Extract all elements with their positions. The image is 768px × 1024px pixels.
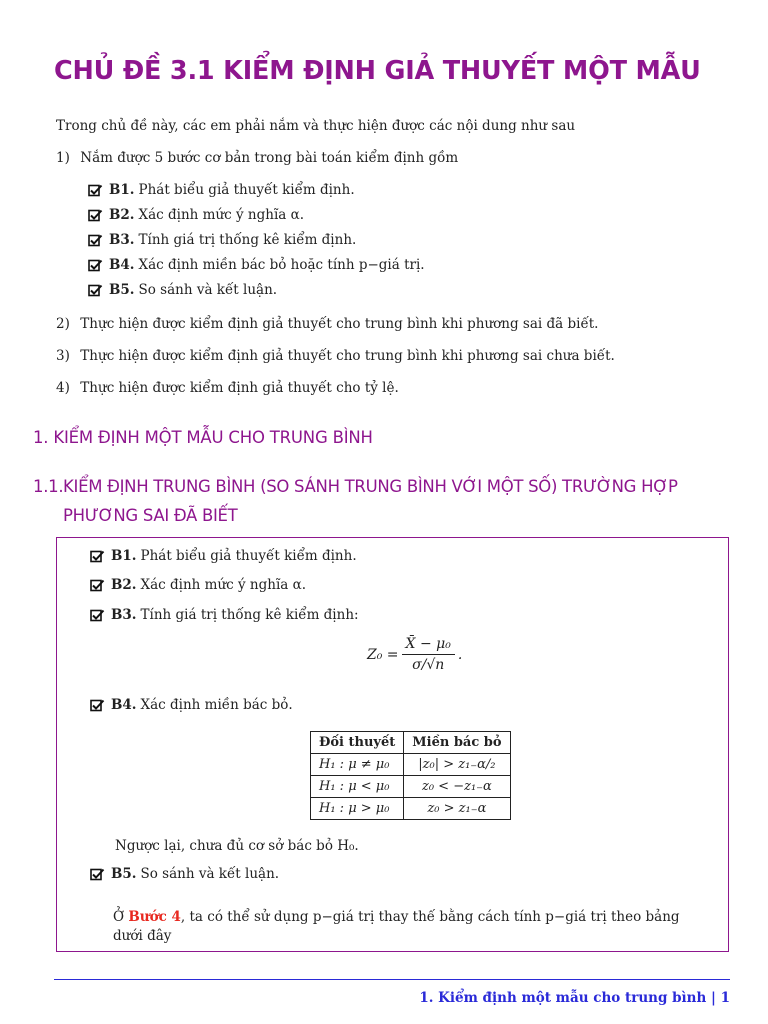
step-label: B5. bbox=[111, 866, 137, 882]
list-item bbox=[56, 150, 458, 166]
table-cell: H₁ : μ ≠ μ₀ bbox=[311, 754, 404, 776]
subsection-heading bbox=[33, 472, 748, 530]
checkbox-checked-icon bbox=[90, 609, 105, 622]
table-row bbox=[311, 776, 511, 798]
step-label: B4. bbox=[109, 257, 135, 273]
step-item bbox=[88, 207, 425, 232]
rejection-region-table bbox=[310, 731, 511, 820]
step-label: B1. bbox=[111, 548, 137, 564]
step-label: B4. bbox=[111, 697, 137, 713]
checkbox-checked-icon bbox=[90, 699, 105, 712]
step-label: B2. bbox=[109, 207, 135, 223]
step-text: Phát biểu giả thuyết kiểm định. bbox=[138, 182, 355, 198]
step-text: Xác định miền bác bỏ. bbox=[140, 697, 293, 713]
subsection-number: 1.1. bbox=[33, 477, 64, 496]
list-item-number: 2) bbox=[56, 316, 70, 332]
formula-fraction bbox=[402, 636, 455, 673]
step-item bbox=[88, 257, 425, 282]
checkbox-checked-icon bbox=[88, 259, 103, 272]
test-statistic-formula bbox=[367, 636, 462, 673]
list-item bbox=[56, 380, 399, 396]
table-header-row bbox=[311, 732, 511, 754]
list-item bbox=[56, 348, 615, 364]
page-footer: 1. Kiểm định một mẫu cho trung bình | 1 bbox=[419, 990, 730, 1006]
step-label: B2. bbox=[111, 577, 137, 593]
p-value-note bbox=[113, 908, 713, 946]
subsection-title-line1: KIỂM ĐỊNH TRUNG BÌNH (SO SÁNH TRUNG BÌNH VỚI MỘT SỐ) TRƯỜNG HỢP bbox=[63, 477, 678, 496]
section-heading bbox=[33, 428, 373, 447]
table-cell: |z₀| > z₁₋α/₂ bbox=[404, 754, 510, 776]
table-cell: H₁ : μ > μ₀ bbox=[311, 798, 404, 820]
list-item bbox=[56, 316, 598, 332]
step-item bbox=[90, 866, 279, 882]
step-text: So sánh và kết luận. bbox=[138, 282, 278, 298]
step-text: Tính giá trị thống kê kiểm định: bbox=[140, 607, 359, 623]
list-item-text: Thực hiện được kiểm định giả thuyết cho tỷ lệ. bbox=[80, 380, 399, 396]
page-title: CHỦ ĐỀ 3.1 KIỂM ĐỊNH GIẢ THUYẾT MỘT MẪU bbox=[54, 56, 701, 86]
subsection-title-line2: PHƯƠNG SAI ĐÃ BIẾT bbox=[63, 506, 238, 525]
else-text: Ngược lại, chưa đủ cơ sở bác bỏ H₀. bbox=[115, 838, 359, 854]
step-item bbox=[90, 697, 293, 713]
step-label: B1. bbox=[109, 182, 135, 198]
step-text: Xác định mức ý nghĩa α. bbox=[138, 207, 305, 223]
step-item bbox=[88, 182, 425, 207]
step-text: Tính giá trị thống kê kiểm định. bbox=[138, 232, 357, 248]
list-item-number: 1) bbox=[56, 150, 70, 166]
table-row bbox=[311, 754, 511, 776]
table-cell: z₀ > z₁₋α bbox=[404, 798, 510, 820]
formula-lhs: Z₀ = bbox=[367, 646, 399, 663]
table-header-cell: Miền bác bỏ bbox=[404, 732, 510, 754]
table-row bbox=[311, 798, 511, 820]
step-label: B3. bbox=[111, 607, 137, 623]
step-item bbox=[90, 577, 306, 593]
checkbox-checked-icon bbox=[90, 550, 105, 563]
step-item bbox=[88, 282, 425, 307]
list-item-number: 4) bbox=[56, 380, 70, 396]
step-4-link[interactable]: Bước 4 bbox=[128, 909, 181, 925]
step-text: Xác định miền bác bỏ hoặc tính p−giá trị. bbox=[138, 257, 425, 273]
step-text: Phát biểu giả thuyết kiểm định. bbox=[140, 548, 357, 564]
list-item-number: 3) bbox=[56, 348, 70, 364]
checkbox-checked-icon bbox=[90, 868, 105, 881]
table-cell: H₁ : μ < μ₀ bbox=[311, 776, 404, 798]
step-item bbox=[90, 548, 357, 564]
checkbox-checked-icon bbox=[88, 284, 103, 297]
checkbox-checked-icon bbox=[88, 234, 103, 247]
step-item bbox=[90, 607, 359, 623]
checkbox-checked-icon bbox=[90, 579, 105, 592]
step-item bbox=[88, 232, 425, 257]
note-prefix: Ở bbox=[113, 909, 129, 925]
step-label: B5. bbox=[109, 282, 135, 298]
list-item-text: Thực hiện được kiểm định giả thuyết cho trung bình khi phương sai chưa biết. bbox=[80, 348, 615, 364]
checkbox-checked-icon bbox=[88, 209, 103, 222]
procedure-box bbox=[56, 537, 729, 952]
step-text: Xác định mức ý nghĩa α. bbox=[140, 577, 307, 593]
section-number: 1. bbox=[33, 428, 49, 447]
step-label: B3. bbox=[109, 232, 135, 248]
steps-checklist bbox=[88, 182, 425, 307]
list-item-text: Nắm được 5 bước cơ bản trong bài toán kiểm định gồm bbox=[80, 150, 459, 166]
formula-denominator: σ/√n bbox=[412, 657, 445, 673]
step-text: So sánh và kết luận. bbox=[140, 866, 280, 882]
note-suffix: , ta có thể sử dụng p−giá trị thay thế bằng cách tính p−giá trị theo bảng dưới đây bbox=[113, 909, 680, 944]
footer-divider bbox=[54, 979, 730, 980]
list-item-text: Thực hiện được kiểm định giả thuyết cho trung bình khi phương sai đã biết. bbox=[80, 316, 599, 332]
formula-end: . bbox=[457, 646, 463, 663]
intro-text: Trong chủ đề này, các em phải nắm và thực hiện được các nội dung như sau bbox=[56, 118, 576, 134]
table-header-cell: Đối thuyết bbox=[311, 732, 404, 754]
section-title: KIỂM ĐỊNH MỘT MẪU CHO TRUNG BÌNH bbox=[53, 428, 373, 447]
formula-numerator: X̄ − μ₀ bbox=[402, 636, 455, 655]
table-cell: z₀ < −z₁₋α bbox=[404, 776, 510, 798]
checkbox-checked-icon bbox=[88, 184, 103, 197]
